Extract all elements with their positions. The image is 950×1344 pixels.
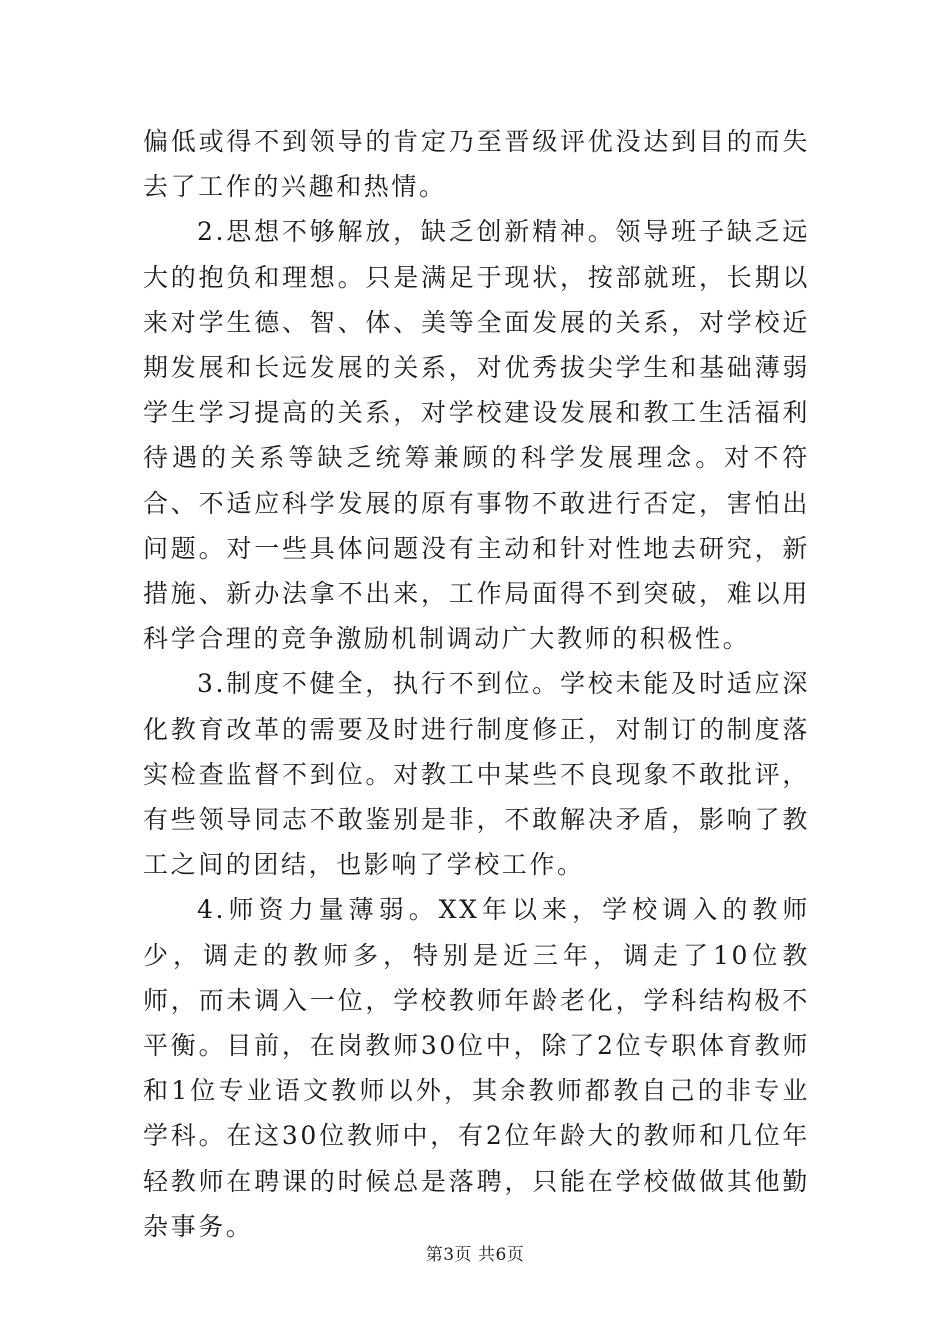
paragraph-continuation: 偏低或得不到领导的肯定乃至晋级评优没达到目的而失去了工作的兴趣和热情。 xyxy=(143,127,810,202)
paragraph-item-3: 3.制度不健全，执行不到位。学校未能及时适应深化教育改革的需要及时进行制度修正，对制订的制度落实检查监督不到位。对教工中某些不良现象不敢批评，有些领导同志不敢鉴别是非，不敢解决矛盾，影响了教工之间的团结，也影响了学校工作。 xyxy=(143,669,810,880)
paragraph-item-4: 4.师资力量薄弱。XX年以来，学校调入的教师少，调走的教师多，特别是近三年，调走了10位教师，而未调入一位，学校教师年龄老化，学科结构极不平衡。目前，在岗教师30位中，除了2位专职体育教师和1位专业语文教师以外，其余教师都教自己的非专业学科。在这30位教师中，有2位年龄大的教师和几位年轻教师在聘课的时候总是落聘，只能在学校做做其他勤杂事务。 xyxy=(143,895,810,1241)
document-body xyxy=(143,119,810,1249)
paragraph-item-2: 2.思想不够解放，缺乏创新精神。领导班子缺乏远大的抱负和理想。只是满足于现状，按部就班，长期以来对学生德、智、体、美等全面发展的关系，对学校近期发展和长远发展的关系，对优秀拔尖学生和基础薄弱学生学习提高的关系，对学校建设发展和教工生活福利待遇的关系等缺乏统筹兼顾的科学发展理念。对不符合、不适应科学发展的原有事物不敢进行否定，害怕出问题。对一些具体问题没有主动和针对性地去研究，新措施、新办法拿不出来，工作局面得不到突破，难以用科学合理的竞争激励机制调动广大教师的积极性。 xyxy=(143,217,810,654)
page-number-footer: 第3页 共6页 xyxy=(425,1245,525,1265)
